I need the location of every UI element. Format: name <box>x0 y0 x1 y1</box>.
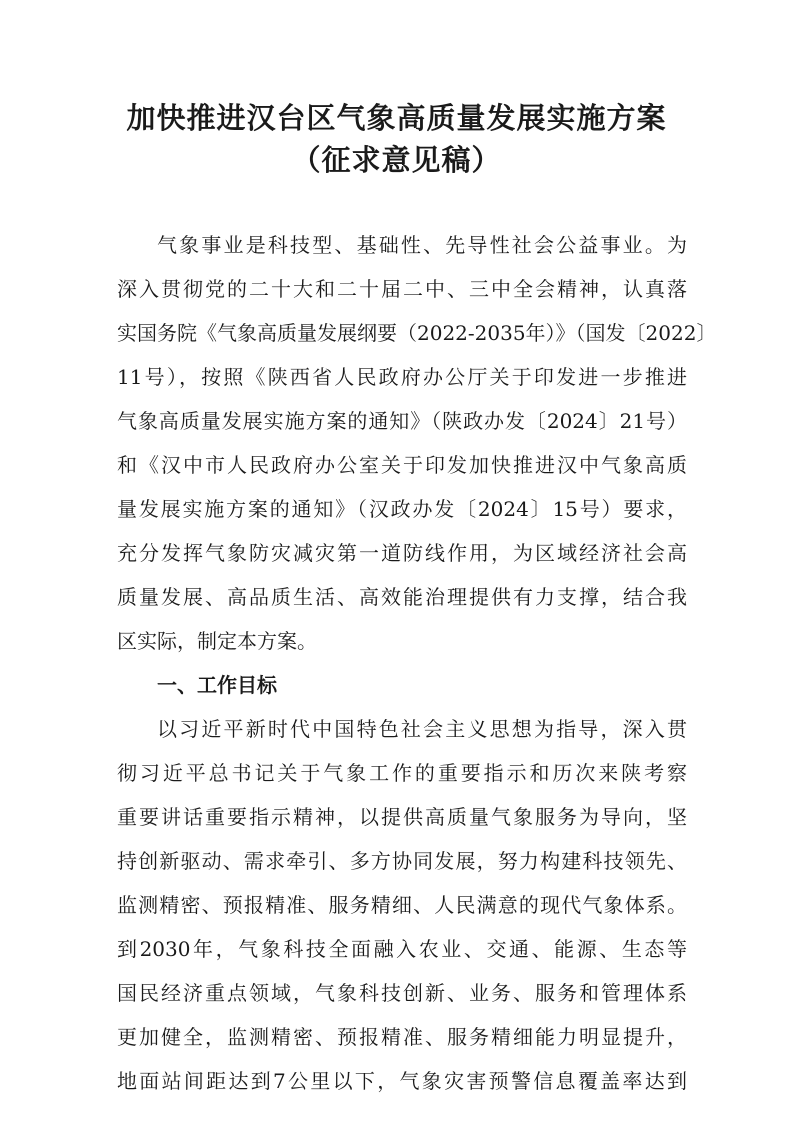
text-line: 气象事业是科技型、基础性、先导性社会公益事业。为 <box>157 233 687 257</box>
text-line: 监测精密、预报精准、服务精细、人民满意的现代气象体系。 <box>117 893 687 917</box>
section-heading-work-goals: 一、工作目标 <box>157 673 277 697</box>
text-line: 量发展实施方案的通知》（汉政办发〔2024〕15号）要求， <box>117 497 687 521</box>
text-line: 深入贯彻党的二十大和二十届二中、三中全会精神，认真落 <box>117 277 687 301</box>
text-line: 持创新驱动、需求牵引、多方协同发展，努力构建科技领先、 <box>117 849 687 873</box>
text-line: 气象高质量发展实施方案的通知》（陕政办发〔2024〕21号） <box>117 409 687 433</box>
text-line: 彻习近平总书记关于气象工作的重要指示和历次来陕考察 <box>117 761 687 785</box>
text-line: 地面站间距达到7公里以下，气象灾害预警信息覆盖率达到 <box>117 1069 687 1093</box>
text-line: 区实际，制定本方案。 <box>117 629 317 653</box>
text-line: 质量发展、高品质生活、高效能治理提供有力支撑，结合我 <box>117 585 687 609</box>
text-line: 到2030年，气象科技全面融入农业、交通、能源、生态等 <box>117 937 687 961</box>
document-title-line2: （征求意见稿） <box>291 143 502 177</box>
text-line: 国民经济重点领域，气象科技创新、业务、服务和管理体系 <box>117 981 687 1005</box>
text-line: 重要讲话重要指示精神，以提供高质量气象服务为导向，坚 <box>117 805 687 829</box>
text-line: 11号），按照《陕西省人民政府办公厅关于印发进一步推进 <box>117 365 687 389</box>
text-line: 更加健全，监测精密、预报精准、服务精细能力明显提升， <box>117 1025 687 1049</box>
document-title-line1: 加快推进汉台区气象高质量发展实施方案 <box>126 101 667 135</box>
text-line: 充分发挥气象防灾减灾第一道防线作用，为区域经济社会高 <box>117 541 687 565</box>
text-line: 以习近平新时代中国特色社会主义思想为指导，深入贯 <box>157 717 687 741</box>
text-line: 和《汉中市人民政府办公室关于印发加快推进汉中气象高质 <box>117 453 687 477</box>
text-line: 实国务院《气象高质量发展纲要（2022-2035年）》（国发〔2022〕 <box>117 321 717 345</box>
